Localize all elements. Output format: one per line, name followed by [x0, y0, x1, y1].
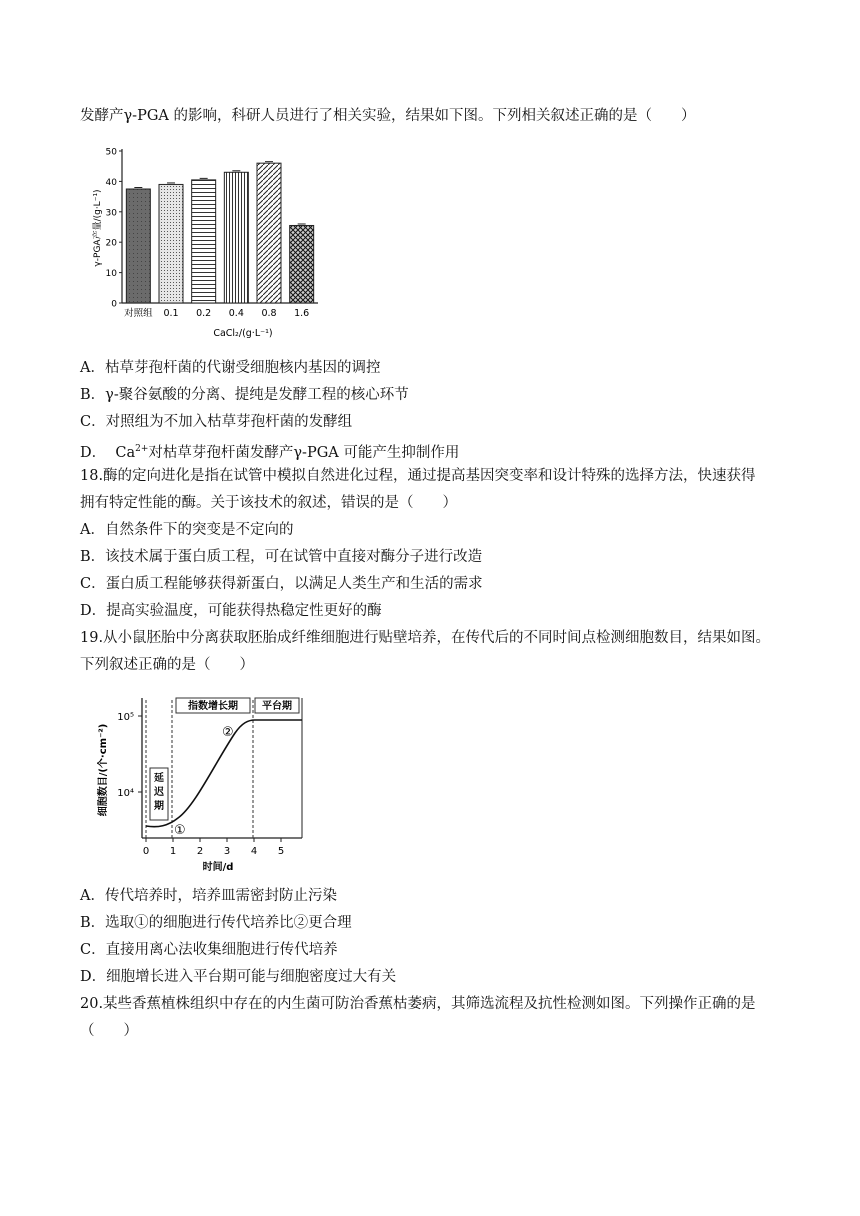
bar-chart-y-tick-label: 0: [111, 299, 117, 310]
q18-stem-line2: 拥有特定性能的酶。关于该技术的叙述，错误的是（ ）: [80, 495, 457, 511]
growth-ytick-low: 10⁴: [117, 788, 134, 799]
q17-option-d: [80, 439, 459, 463]
q17-option-c: C．对照组为不加入枯草芽孢杆菌的发酵组: [80, 414, 353, 430]
phase-lag-label: 延迟期: [154, 773, 164, 812]
q20-stem-line2: （ ）: [80, 1023, 138, 1039]
bar-chart-x-tick-label: 0.8: [261, 308, 277, 319]
bar-chart-x-tick-label: 1.6: [294, 308, 310, 319]
growth-x-ticks: [143, 838, 284, 857]
growth-x-label: 时间/d: [202, 862, 234, 873]
bar-chart-y-tick-label: 30: [105, 208, 117, 219]
q17-option-d-superscript: 2+: [135, 444, 149, 454]
q18-option-d: D．提高实验温度，可能获得热稳定性更好的酶: [80, 603, 382, 619]
bar-chart-y-tick-label: 40: [105, 177, 117, 188]
growth-curve: [90, 688, 315, 878]
q17-option-d-text: 对枯草芽孢杆菌发酵产γ-PGA 可能产生抑制作用: [148, 445, 460, 461]
q18-option-b: B．该技术属于蛋白质工程，可在试管中直接对酶分子进行改造: [80, 549, 483, 565]
bar-chart-x-label: CaCl₂/(g·L⁻¹): [213, 328, 273, 339]
q17-option-d-ca: Ca: [115, 445, 136, 461]
bar-chart-bar: [159, 184, 183, 303]
growth-x-tick-label: 1: [169, 846, 177, 857]
growth-x-tick-label: 2: [196, 846, 204, 857]
bar-chart-bar: [257, 163, 281, 303]
bar-chart-y-tick-label: 10: [105, 269, 117, 280]
growth-x-tick-label: 3: [223, 846, 231, 857]
bar-chart-y-tick-label: 20: [105, 238, 117, 249]
bar-chart-x-tick-label: 0.4: [228, 308, 244, 319]
bar-chart-x-tick-label: 0.2: [196, 308, 212, 319]
growth-x-tick-label: 0: [142, 846, 150, 857]
q17-stem: 发酵产γ-PGA 的影响，科研人员进行了相关实验，结果如下图。下列相关叙述正确的是（ ）: [80, 108, 696, 124]
q19-stem-line1: 19.从小鼠胚胎中分离获取胚胎成纤维细胞进行贴壁培养，在传代后的不同时间点检测细胞数目，结果如图。: [80, 630, 771, 646]
bar-chart-bar: [290, 225, 314, 303]
growth-x-tick-label: 4: [250, 846, 258, 857]
growth-marker-1: ①: [174, 823, 186, 838]
growth-y-label: 细胞数目/(个·cm⁻²): [98, 723, 109, 817]
q17-option-b: B．γ-聚谷氨酸的分离、提纯是发酵工程的核心环节: [80, 387, 409, 403]
bar-chart-x-ticks: [124, 307, 309, 319]
phase-exp-label: 指数增长期: [188, 701, 238, 712]
growth-marker-2: ②: [222, 725, 234, 740]
bar-chart-bar: [192, 180, 216, 303]
bar-chart: [88, 140, 328, 345]
growth-x-tick-label: 5: [277, 846, 285, 857]
bar-chart-x-tick-label: 0.1: [163, 308, 179, 319]
q20-stem-line1: 20.某些香蕉植株组织中存在的内生菌可防治香蕉枯萎病，其筛选流程及抗性检测如图。下列操作正确的是: [80, 996, 756, 1012]
q17-option-d-prefix: D．: [80, 445, 107, 461]
q19-stem-line2: 下列叙述正确的是（ ）: [80, 657, 254, 673]
bar-chart-figure: [88, 140, 328, 349]
bar-chart-y-tick-label: 50: [105, 147, 117, 158]
phase-plateau-label: 平台期: [262, 701, 292, 712]
bar-chart-x-tick-label: 对照组: [124, 308, 153, 319]
q19-option-d: D．细胞增长进入平台期可能与细胞密度过大有关: [80, 969, 397, 985]
q19-option-a: A．传代培养时，培养皿需密封防止污染: [80, 888, 337, 904]
q18-stem-line1: 18.酶的定向进化是指在试管中模拟自然进化过程，通过提高基因突变率和设计特殊的选择方法，快速获得: [80, 468, 756, 484]
bar-chart-y-label: γ-PGA产量/(g·L⁻¹): [93, 189, 103, 267]
q19-option-c: C．直接用离心法收集细胞进行传代培养: [80, 942, 338, 958]
growth-ytick-high: 10⁵: [117, 712, 134, 723]
q18-option-a: A．自然条件下的突变是不定向的: [80, 522, 294, 538]
bar-chart-bar: [224, 172, 248, 303]
bar-chart-bar: [126, 189, 150, 303]
q17-option-a: A．枯草芽孢杆菌的代谢受细胞核内基因的调控: [80, 360, 381, 376]
growth-curve-figure: [90, 688, 315, 882]
q19-option-b: B．选取①的细胞进行传代培养比②更合理: [80, 915, 352, 931]
q18-option-c: C．蛋白质工程能够获得新蛋白，以满足人类生产和生活的需求: [80, 576, 483, 592]
bar-chart-bars: [126, 162, 313, 303]
